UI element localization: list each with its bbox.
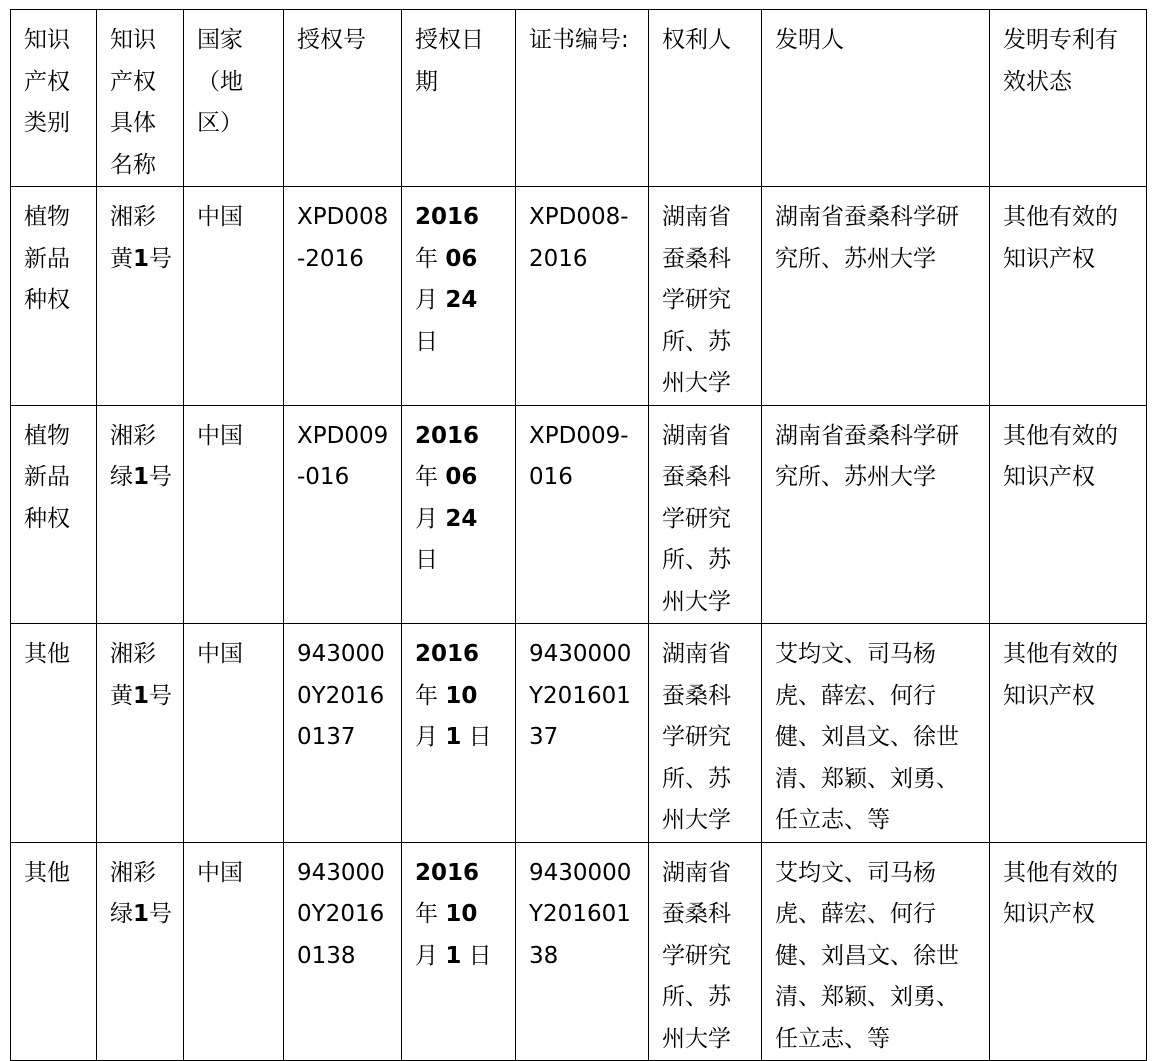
cell-grant-no: XPD008-2016 [284,187,402,406]
cell-inventor: 艾均文、司马杨虎、薛宏、何行健、刘昌文、徐世清、郑颖、刘勇、任立志、等 [762,624,990,843]
cell-country: 中国 [184,187,284,406]
cell-name: 湘彩绿1号 [97,842,184,1061]
cell-grant-date: 2016 年 06 月 24 日 [402,405,516,624]
cell-cert-no: 9430000Y20160137 [516,624,649,843]
cell-name: 湘彩绿1号 [97,405,184,624]
cell-status: 其他有效的知识产权 [990,842,1147,1061]
cell-country: 中国 [184,842,284,1061]
cell-grant-date: 2016 年 10 月 1 日 [402,624,516,843]
cell-name: 湘彩黄1号 [97,624,184,843]
cell-category: 植物新品种权 [11,405,97,624]
cell-status: 其他有效的知识产权 [990,405,1147,624]
cell-category: 其他 [11,624,97,843]
cell-cert-no: 9430000Y20160138 [516,842,649,1061]
table-row [11,405,1147,624]
cell-country: 中国 [184,624,284,843]
cell-holder: 湖南省蚕桑科学研究所、苏州大学 [649,842,762,1061]
cell-category: 植物新品种权 [11,187,97,406]
cell-inventor: 艾均文、司马杨虎、薛宏、何行健、刘昌文、徐世清、郑颖、刘勇、任立志、等 [762,842,990,1061]
table-row [11,842,1147,1061]
table-row [11,187,1147,406]
header-category: 知识产权类别 [11,10,97,187]
header-row [11,10,1147,187]
cell-grant-date: 2016 年 10 月 1 日 [402,842,516,1061]
header-status: 发明专利有效状态 [990,10,1147,187]
cell-inventor: 湖南省蚕桑科学研究所、苏州大学 [762,187,990,406]
cell-inventor: 湖南省蚕桑科学研究所、苏州大学 [762,405,990,624]
ip-table [10,9,1147,1061]
cell-name: 湘彩黄1号 [97,187,184,406]
header-grant-no: 授权号 [284,10,402,187]
cell-holder: 湖南省蚕桑科学研究所、苏州大学 [649,405,762,624]
header-inventor: 发明人 [762,10,990,187]
cell-grant-no: XPD009-016 [284,405,402,624]
cell-grant-date: 2016 年 06 月 24 日 [402,187,516,406]
header-name: 知识产权具体名称 [97,10,184,187]
cell-holder: 湖南省蚕桑科学研究所、苏州大学 [649,187,762,406]
header-grant-date: 授权日期 [402,10,516,187]
cell-cert-no: XPD008-2016 [516,187,649,406]
cell-category: 其他 [11,842,97,1061]
cell-holder: 湖南省蚕桑科学研究所、苏州大学 [649,624,762,843]
cell-grant-no: 9430000Y20160137 [284,624,402,843]
header-cert-no: 证书编号: [516,10,649,187]
cell-cert-no: XPD009-016 [516,405,649,624]
cell-status: 其他有效的知识产权 [990,624,1147,843]
header-holder: 权利人 [649,10,762,187]
cell-country: 中国 [184,405,284,624]
cell-status: 其他有效的知识产权 [990,187,1147,406]
table-row [11,624,1147,843]
header-country: 国家（地区） [184,10,284,187]
cell-grant-no: 9430000Y20160138 [284,842,402,1061]
